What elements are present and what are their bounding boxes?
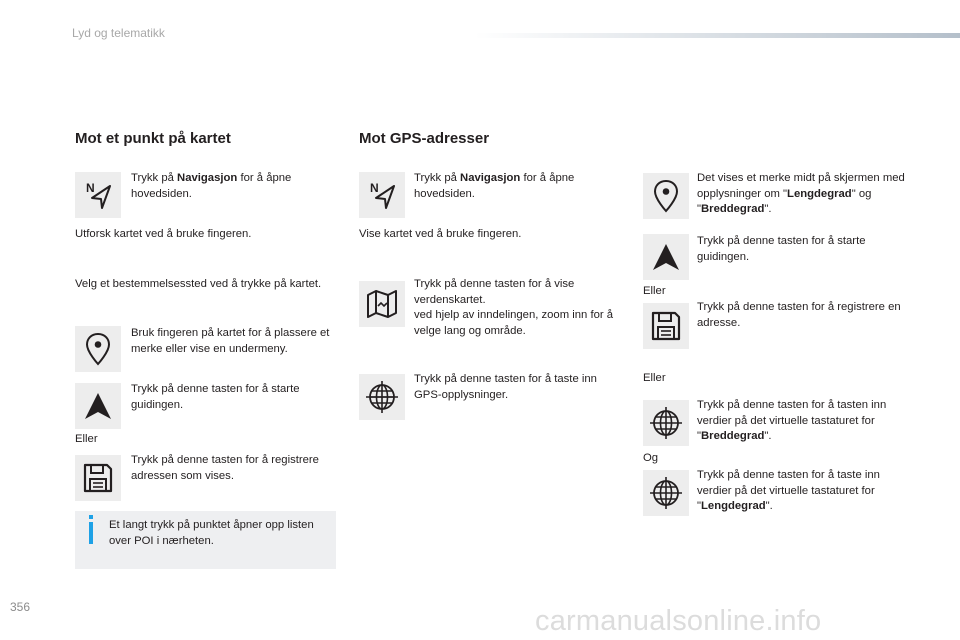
globe-icon [643,470,689,516]
map-pin-icon [643,173,689,219]
header-rule [475,33,960,38]
info-text: Et langt trykk på punktet åpner opp listen over POI i nærheten. [109,519,314,547]
right-save-text: Trykk på denne tasten for å registrere en adresse. [697,301,901,329]
info-icon [89,515,93,519]
right-longitude-text: Trykk på denne tasten for å taste inn verdier på det virtuelle tastaturet for "Lengdegrad". [697,469,880,512]
navigation-icon [359,172,405,218]
right-and-text: Og [643,452,659,464]
svg-text:N: N [370,181,379,195]
left-step-navigation: Trykk på Navigasjon for å åpne hovedsiden. [131,172,292,200]
navigation-icon [75,172,121,218]
right-marker-text: Det vises et merke midt på skjermen med opplysninger om "Lengdegrad" og "Breddegrad". [697,172,905,215]
right-or-text-2: Eller [643,372,666,384]
middle-gps-text: Trykk på denne tasten for å taste inn GPS-opplysninger. [414,373,597,401]
map-pin-icon [75,326,121,372]
right-or-text-1: Eller [643,285,666,297]
start-guidance-icon [643,234,689,280]
svg-text:N: N [86,181,95,195]
globe-icon [359,374,405,420]
right-start-text: Trykk på denne tasten for å starte guidingen. [697,235,866,263]
page-number: 356 [10,600,31,614]
globe-icon [643,400,689,446]
footer-watermark: carmanualsonline.info [535,605,822,637]
left-start-text: Trykk på denne tasten for å starte guidingen. [131,383,300,411]
left-or-text: Eller [75,433,98,445]
left-section-title: Mot et punkt på kartet [75,130,231,147]
middle-show-map-text: Vise kartet ved å bruke fingeren. [359,228,522,240]
left-save-text: Trykk på denne tasten for å registrere adressen som vises. [131,454,319,482]
left-explore-text: Utforsk kartet ved å bruke fingeren. [75,228,252,240]
info-icon-bar [89,522,93,544]
section-title: Lyd og telematikk [72,26,165,40]
start-guidance-icon [75,383,121,429]
save-icon [75,455,121,501]
world-map-icon [359,281,405,327]
middle-step-navigation: Trykk på Navigasjon for å åpne hovedsiden. [414,172,575,200]
left-place-marker-text: Bruk fingeren på kartet for å plassere et merke eller vise en undermeny. [131,327,330,355]
middle-world-map-text: Trykk på denne tasten for å vise verdenskartet. ved hjelp av inndelingen, zoom inn for å velge lang og område. [414,278,614,337]
right-latitude-text: Trykk på denne tasten for å tasten inn verdier på det virtuelle tastaturet for "Breddegrad". [697,399,887,442]
save-icon [643,303,689,349]
middle-section-title: Mot GPS-adresser [359,130,490,147]
left-select-text: Velg et bestemmelsessted ved å trykke på kartet. [75,278,322,290]
